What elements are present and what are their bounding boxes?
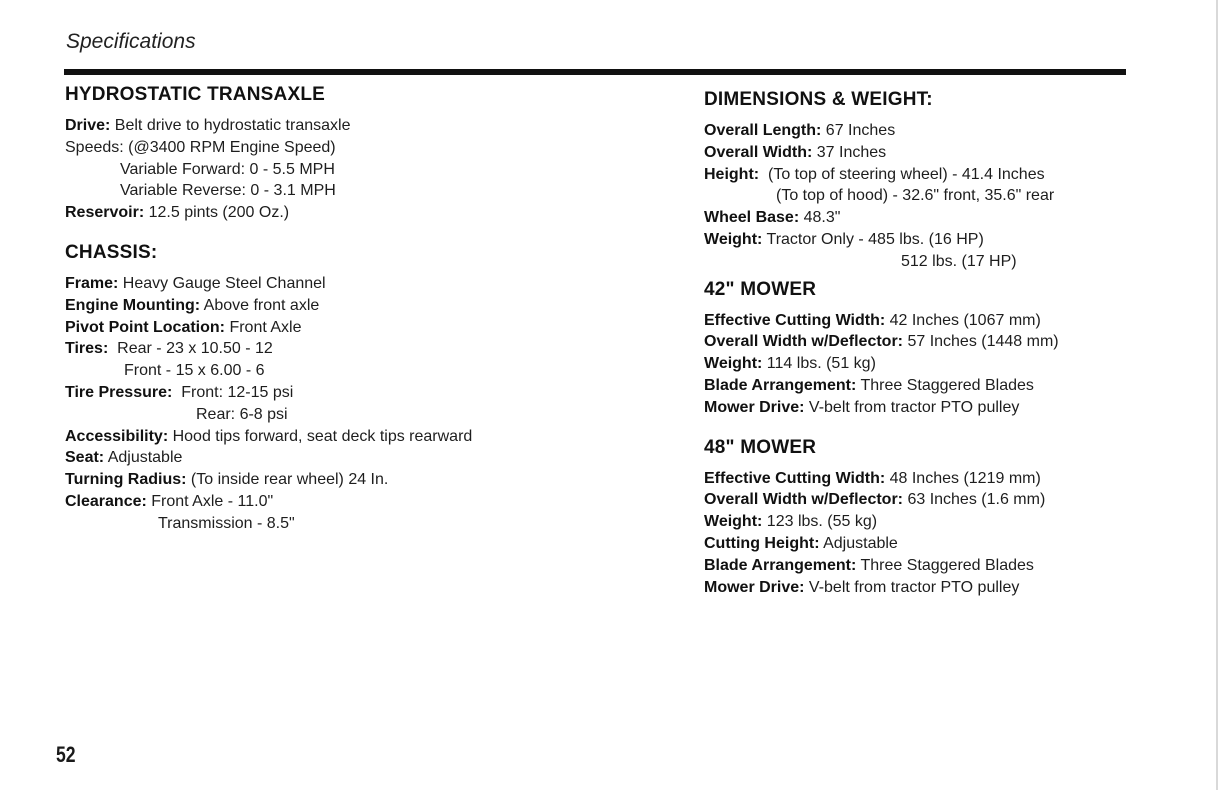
spec-mower-drive: Mower Drive: V-belt from tractor PTO pulley (704, 578, 1020, 596)
spec-weight-17hp: 512 lbs. (17 HP) (901, 252, 1017, 270)
spec-wheel-base: Wheel Base: 48.3" (704, 209, 841, 227)
right-column (704, 89, 1204, 598)
spec-cutting-height: Cutting Height: Adjustable (704, 534, 898, 552)
spec-cutting-width: Effective Cutting Width: 42 Inches (1067 mm) (704, 311, 1041, 329)
spec-tires: Tires: Rear - 23 x 10.50 - 12 (65, 340, 273, 358)
mower-48-section (704, 437, 1204, 599)
spec-tire-pressure: Tire Pressure: Front: 12-15 psi (65, 383, 294, 401)
spec-tires-front: Front - 15 x 6.00 - 6 (124, 362, 265, 380)
spec-reverse: Variable Reverse: 0 - 3.1 MPH (120, 182, 336, 200)
spec-width-deflector: Overall Width w/Deflector: 57 Inches (1448 mm) (704, 333, 1059, 351)
header-rule (64, 69, 1126, 75)
chassis-section (65, 242, 625, 535)
spec-cutting-width: Effective Cutting Width: 48 Inches (1219 mm) (704, 469, 1041, 487)
spec-weight: Weight: 114 lbs. (51 kg) (704, 355, 876, 373)
spec-reservoir: Reservoir: 12.5 pints (200 Oz.) (65, 204, 290, 222)
page-number: 52 (56, 742, 76, 767)
section-title: 42" MOWER (704, 278, 817, 300)
spec-drive: Drive: Belt drive to hydrostatic transaxle (65, 117, 351, 134)
spec-blade-arrangement: Blade Arrangement: Three Staggered Blades (704, 376, 1034, 394)
page-title: Specifications (66, 30, 196, 53)
spec-engine-mounting: Engine Mounting: Above front axle (65, 296, 320, 314)
spec-overall-length: Overall Length: 67 Inches (704, 122, 896, 139)
spec-speeds: Speeds: (@3400 RPM Engine Speed) (65, 138, 336, 156)
left-column (65, 84, 625, 535)
spec-clearance: Clearance: Front Axle - 11.0" (65, 492, 274, 510)
section-title: 48" MOWER (704, 436, 817, 458)
spec-frame: Frame: Heavy Gauge Steel Channel (65, 274, 326, 292)
hydrostatic-section (65, 84, 625, 224)
spec-mower-drive: Mower Drive: V-belt from tractor PTO pulley (704, 398, 1020, 416)
section-title: DIMENSIONS & WEIGHT: (704, 89, 933, 110)
dimensions-section (704, 89, 1204, 273)
spec-accessibility: Accessibility: Hood tips forward, seat deck tips rearward (65, 427, 473, 445)
spec-forward: Variable Forward: 0 - 5.5 MPH (120, 160, 335, 178)
spec-seat: Seat: Adjustable (65, 449, 183, 467)
mower-42-section (704, 279, 1204, 419)
page-edge (1216, 0, 1218, 790)
spec-width-deflector: Overall Width w/Deflector: 63 Inches (1.6 mm) (704, 491, 1046, 509)
spec-weight: Weight: 123 lbs. (55 kg) (704, 513, 878, 531)
spec-height-hood: (To top of hood) - 32.6" front, 35.6" rear (776, 187, 1055, 205)
spec-height: Height: (To top of steering wheel) - 41.4 Inches (704, 165, 1045, 183)
spec-blade-arrangement: Blade Arrangement: Three Staggered Blades (704, 556, 1034, 574)
spec-overall-width: Overall Width: 37 Inches (704, 143, 887, 161)
section-title: CHASSIS: (65, 241, 158, 263)
spec-clearance-transmission: Transmission - 8.5" (158, 514, 295, 532)
spec-turning-radius: Turning Radius: (To inside rear wheel) 24 In. (65, 471, 389, 489)
spec-weight: Weight: Tractor Only - 485 lbs. (16 HP) (704, 230, 984, 248)
spec-tire-pressure-rear: Rear: 6-8 psi (196, 405, 288, 423)
spec-pivot: Pivot Point Location: Front Axle (65, 318, 302, 336)
section-title: HYDROSTATIC TRANSAXLE (65, 84, 325, 105)
